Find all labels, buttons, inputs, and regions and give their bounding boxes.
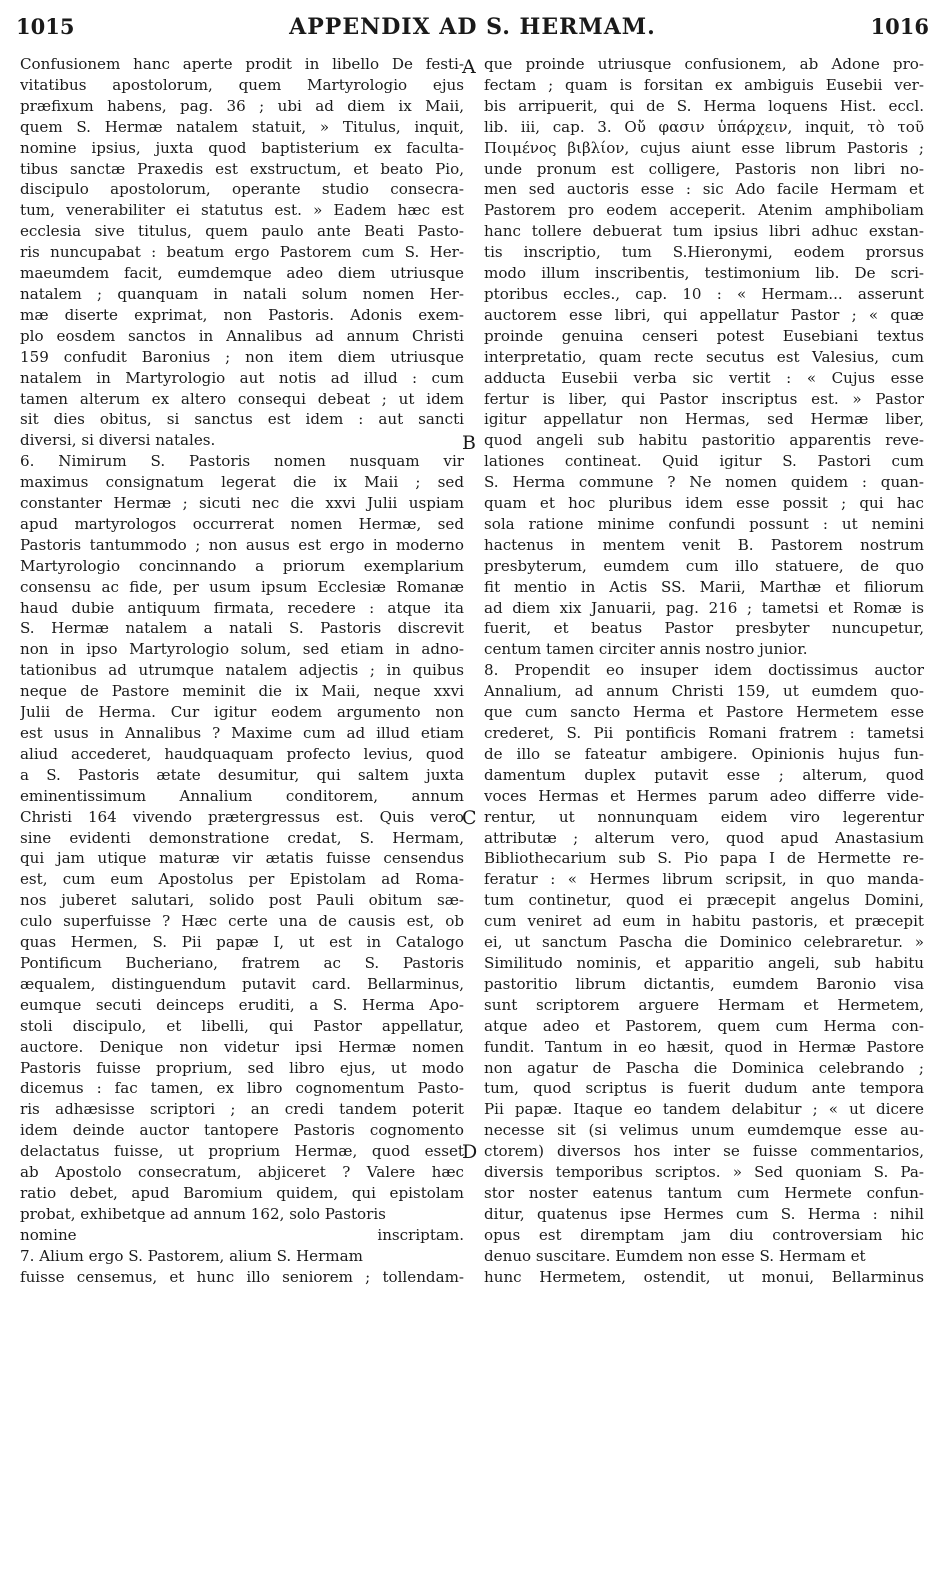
text-line: delactatus fuisse, ut proprium Hermæ, quod esset (20, 1142, 464, 1161)
text-line: cum veniret ad eum in habitu pastoris, et præcepit (484, 912, 924, 931)
text-line: nomine inscriptam. (20, 1225, 464, 1244)
text-line: natalem ; quanquam in natali solum nomen Her- (20, 284, 464, 303)
text-line: ad diem xix Januarii, pag. 216 ; tametsi et Romæ is (484, 598, 924, 617)
text-line: Pontificum Bucheriano, fratrem ac S. Pastoris (20, 953, 464, 972)
text-line: idem deinde auctor tantopere Pastoris cognomento (20, 1121, 464, 1140)
text-line: mæ diserte exprimat, non Pastoris. Adonis exem- (20, 305, 464, 324)
text-line: adducta Eusebii verba sic vertit : « Cujus esse (484, 368, 924, 387)
text-line: diversi, si diversi natales. (20, 431, 216, 450)
text-line: culo superfuisse ? Hæc certe una de causis est, ob (20, 912, 464, 931)
text-line: opus est diremptam jam diu controversiam hic (484, 1225, 924, 1244)
text-line: que cum sancto Herma et Pastore Hermetem esse (484, 703, 924, 722)
text-line: tum, venerabiliter ei statutus est. » Eadem hæc est (20, 201, 464, 220)
text-line: Confusionem hanc aperte prodit in libello De festi- (20, 55, 464, 73)
text-line: ris adhæsisse scriptori ; an credi tandem poterit (20, 1100, 464, 1119)
text-line: non agatur de Pascha die Dominica celebrando ; (484, 1058, 924, 1077)
text-line: Annalium, ad annum Christi 159, ut eumdem quo- (484, 682, 924, 701)
margin-marker-c: C (462, 807, 477, 829)
right-page-number: 1016 (870, 14, 929, 39)
text-line: men sed auctoris esse : sic Ado facile Hermam et (484, 180, 924, 199)
text-line: sit dies obitus, si sanctus est idem : aut sancti (20, 410, 464, 429)
text-line: auctorem esse libri, qui appellatur Pastor ; « quæ (484, 305, 924, 324)
text-line: sine evidenti demonstratione credat, S. Hermam, (20, 828, 464, 847)
text-line: quod angeli sub habitu pastoritio apparentis reve- (484, 431, 924, 450)
text-line: modo illum inscribentis, testimonium lib. De scri- (484, 264, 924, 283)
text-line: Martyrologio concinnando a priorum exemplarium (20, 556, 464, 575)
text-line: probat, exhibetque ad annum 162, solo Pastoris (20, 1204, 386, 1223)
text-line: sola ratione minime confundi possunt : ut nemini (484, 514, 924, 533)
text-line: ab Apostolo consecratum, abjiceret ? Valere hæc (20, 1163, 464, 1182)
text-line: hanc tollere debuerat tum ipsius libri adhuc exstan- (484, 222, 924, 241)
text-line: rentur, ut nonnunquam eidem viro legerentur (484, 807, 924, 826)
text-line: presbyterum, eumdem cum illo statuere, de quo (484, 556, 924, 575)
text-line: auctore. Denique non videtur ipsi Hermæ nomen (20, 1037, 464, 1056)
text-line: Pastorem pro eodem acceperit. Atenim amphiboliam (484, 201, 924, 220)
text-line: hunc Hermetem, ostendit, ut monui, Bellarminus (484, 1267, 924, 1286)
text-line: denuo suscitare. Eumdem non esse S. Hermam et (484, 1246, 866, 1265)
text-line: fit mentio in Actis SS. Marii, Marthæ et filiorum (484, 577, 924, 596)
text-line: de illo se fateatur ambigere. Opinionis hujus fun- (484, 744, 924, 763)
text-line: Pii papæ. Itaque eo tandem delabitur ; « ut dicere (484, 1100, 924, 1119)
text-line: sunt scriptorem arguere Hermam et Hermetem, (484, 995, 924, 1014)
text-line: voces Hermas et Hermes parum adeo differre vide- (484, 786, 924, 805)
left-text-column (20, 54, 464, 1287)
text-line: plo eosdem sanctos in Annalibus ad annum Christi (20, 326, 464, 345)
text-line: hactenus in mentem venit B. Pastorem nostrum (484, 535, 924, 554)
text-line: tibus sanctæ Praxedis est exstructum, et beato Pio, (20, 159, 464, 178)
text-line: Bibliothecarium sub S. Pio papa I de Hermette re- (484, 849, 924, 868)
text-line: ditur, quatenus ipse Hermes cum S. Herma : nihil (484, 1204, 924, 1223)
margin-marker-b: B (462, 432, 476, 454)
text-line: pastoritio librum dictantis, eumdem Baronio visa (484, 974, 924, 993)
text-line: centum tamen circiter annis nostro junior. (484, 640, 808, 659)
text-line: tis inscriptio, tum S.Hieronymi, eodem prorsus (484, 243, 924, 262)
text-line: lib. iii, cap. 3. Οὔ φασιν ὑπάρχειν, inquit, τὸ τοῦ (484, 117, 924, 136)
text-line: ctorem) diversos hos inter se fuisse commentarios, (484, 1142, 924, 1161)
text-line: ris nuncupabat : beatum ergo Pastorem cum S. Her- (20, 243, 464, 262)
text-line: qui jam utique maturæ vir ætatis fuisse censendus (20, 849, 464, 868)
text-line: haud dubie antiquum firmata, recedere : atque ita (20, 598, 464, 617)
text-line: lationes contineat. Quid igitur S. Pastori cum (484, 452, 924, 471)
text-line: Christi 164 vivendo prætergressus est. Quis vero (20, 807, 464, 826)
text-line: nos juberet salutari, solido post Pauli obitum sæ- (20, 891, 464, 910)
text-line: nomine ipsius, juxta quod baptisterium ex facultа- (20, 138, 464, 157)
text-line: est, cum eum Apostolus per Epistolam ad Roma- (20, 870, 464, 889)
text-line: quam et hoc pluribus idem esse possit ; qui hac (484, 494, 924, 513)
text-line: que proinde utriusque confusionem, ab Adone pro- (484, 55, 924, 73)
text-line: fectam ; quam is forsitan ex ambiguis Eusebii ver- (484, 75, 924, 94)
text-line: neque de Pastore meminit die ix Maii, neque xxvi (20, 682, 464, 701)
text-line: maximus consignatum legerat die ix Maii ; sed (20, 473, 464, 492)
text-line: igitur appellatur non Hermas, sed Hermæ liber, (484, 410, 924, 429)
text-line: tamen alterum ex altero consequi debeat ; ut idem (20, 389, 464, 408)
text-line: præfixum habens, pag. 36 ; ubi ad diem ix Maii, (20, 96, 464, 115)
text-line: Similitudo nominis, et apparitio angeli, sub habitu (484, 953, 924, 972)
text-line: discipulo apostolorum, operante studio consecra- (20, 180, 464, 199)
text-line: non in ipso Martyrologio solum, sed etiam in adno- (20, 640, 464, 659)
text-line: necesse sit (si velimus unum eumdemque esse au- (484, 1121, 924, 1140)
margin-marker-d: D (462, 1141, 478, 1163)
text-line: est usus in Annalibus ? Maxime cum ad illud etiam (20, 724, 464, 742)
text-line: fundit. Tantum in eo hæsit, quod in Hermæ Pastore (484, 1037, 924, 1056)
text-line: vitatibus apostolorum, quem Martyrologio ejus (20, 75, 464, 94)
text-line: quas Hermen, S. Pii papæ I, ut est in Catalogo (20, 933, 464, 952)
text-line: S. Herma commune ? Ne nomen quidem : quan- (484, 473, 924, 492)
text-line: stor noster eatenus tantum cum Hermete confun- (484, 1183, 924, 1202)
text-line: 6. Nimirum S. Pastoris nomen nusquam vir (20, 452, 464, 471)
text-line: dicemus : fac tamen, ex libro cognomentum Pasto- (20, 1079, 464, 1098)
left-page-number: 1015 (16, 14, 75, 39)
text-line: ratio debet, apud Baromium quidem, qui epistolam (20, 1183, 464, 1202)
text-line: fuerit, et beatus Pastor presbyter nuncupetur, (484, 619, 924, 638)
margin-marker-a: A (462, 56, 476, 78)
text-line: diversis temporibus scriptos. » Sed quoniam S. Pa- (484, 1163, 924, 1182)
text-line: ptoribus eccles., cap. 10 : « Hermam... asserunt (484, 284, 924, 303)
text-line: fuisse censemus, et hunc illo seniorem ; tollendam- (20, 1267, 464, 1286)
text-line: tationibus ad utrumque natalem adjectis ; in quibus (20, 661, 464, 680)
text-line: consensu ac fide, per usum ipsum Ecclesiæ Romanæ (20, 577, 464, 596)
text-line: attributæ ; alterum vero, quod apud Anastasium (484, 828, 924, 847)
text-line: bis arripuerit, qui de S. Herma loquens Hist. eccl. (484, 96, 924, 115)
running-header (16, 14, 929, 50)
text-line: Pastoris fuisse proprium, sed libro ejus, ut modo (20, 1058, 464, 1077)
text-line: stoli discipulo, et libelli, qui Pastor appellatur, (20, 1016, 464, 1035)
text-line: aliud accederet, haudquaquam profecto levius, quod (20, 744, 464, 763)
text-line: tum, quod scriptus is fuerit dudum ante tempora (484, 1079, 924, 1098)
text-line: maeumdem facit, eumdemque adeo diem utriusque (20, 264, 464, 283)
text-line: fertur is liber, qui Pastor inscriptus est. » Pastor (484, 389, 924, 408)
text-line: interpretatio, quam recte secutus est Valesius, cum (484, 347, 924, 366)
right-text-column (484, 54, 924, 1287)
text-line: constanter Hermæ ; sicuti nec die xxvi Julii uspiam (20, 494, 464, 513)
text-line: Pastoris tantummodo ; non ausus est ergo in moderno (20, 535, 464, 554)
text-line: feratur : « Hermes librum scripsit, in quo manda- (484, 870, 924, 889)
text-line: 8. Propendit eo insuper idem doctissimus auctor (484, 661, 924, 680)
text-line: tum continetur, quod ei præcepit angelus Domini, (484, 891, 924, 910)
text-line: unde pronum est colligere, Pastoris non libri no- (484, 159, 924, 178)
text-line: damentum duplex putavit esse ; alterum, quod (484, 765, 924, 784)
text-line: Ποιμένος βιβλίον, cujus aiunt esse librum Pastoris ; (484, 138, 924, 157)
text-line: atque adeo et Pastorem, quem cum Herma con- (484, 1016, 924, 1035)
text-line: apud martyrologos occurrerat nomen Hermæ, sed (20, 514, 464, 533)
text-line: 159 confudit Baronius ; non item diem utriusque (20, 347, 464, 366)
text-line: æqualem, distinguendum putavit card. Bellarminus, (20, 974, 464, 993)
text-line: ei, ut sanctum Pascha die Dominico celebraretur. » (484, 933, 924, 952)
text-line: 7. Alium ergo S. Pastorem, alium S. Hermam (20, 1246, 363, 1265)
text-line: eumque secuti deinceps eruditi, a S. Herma Apo- (20, 995, 464, 1014)
running-title: APPENDIX AD S. HERMAM. (289, 14, 656, 40)
text-line: S. Hermæ natalem a natali S. Pastoris discrevit (20, 619, 464, 638)
text-line: Julii de Herma. Cur igitur eodem argumento non (20, 703, 464, 722)
text-line: ecclesia sive titulus, quem paulo ante Beati Pasto- (20, 222, 464, 241)
text-line: proinde genuina censeri potest Eusebiani textus (484, 326, 924, 345)
text-line: natalem in Martyrologio aut notis ad illud : cum (20, 368, 464, 387)
text-line: eminentissimum Annalium conditorem, annum (20, 786, 464, 805)
text-line: a S. Pastoris ætate desumitur, qui saltem juxta (20, 765, 464, 784)
text-line: quem S. Hermæ natalem statuit, » Titulus, inquit, (20, 117, 464, 136)
text-line: crederet, S. Pii pontificis Romani fratrem : tametsi (484, 724, 924, 742)
